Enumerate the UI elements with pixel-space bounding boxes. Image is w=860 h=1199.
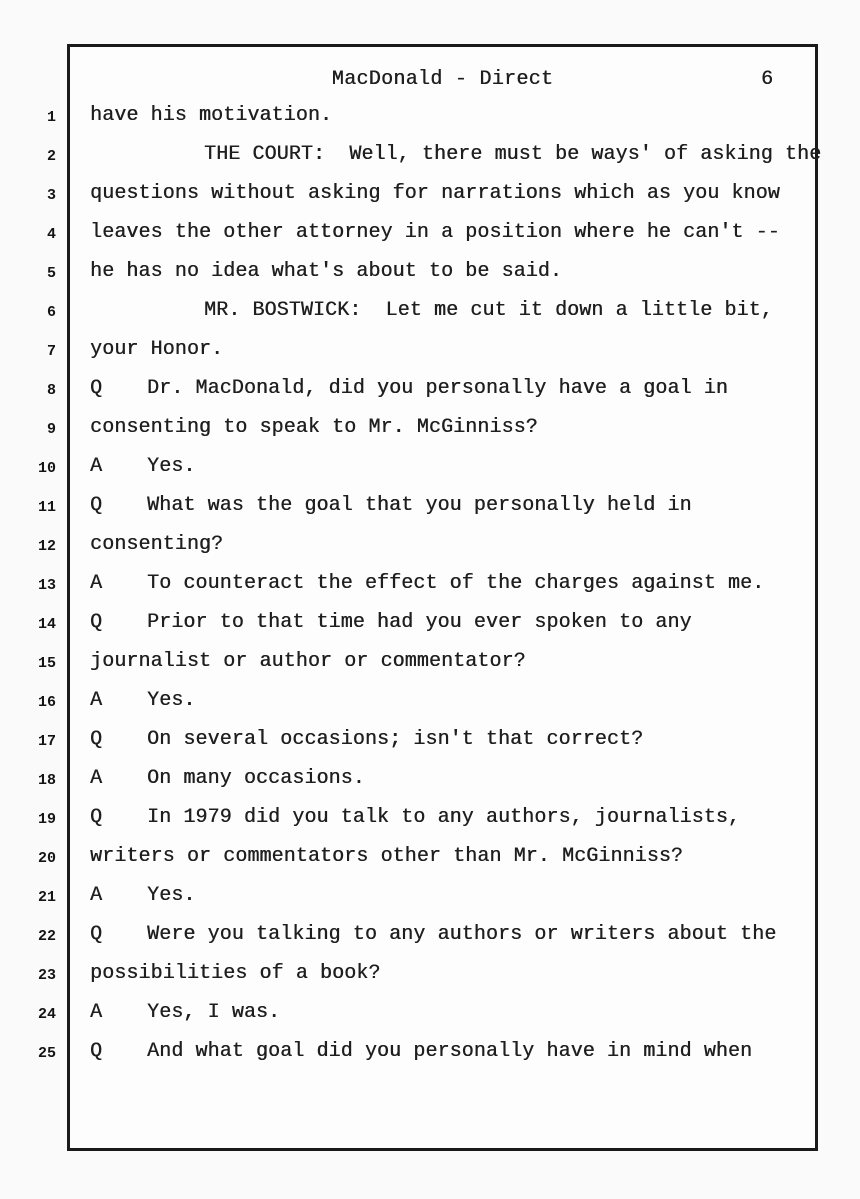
transcript-line: [37, 915, 815, 954]
line-text: have his motivation.: [90, 104, 333, 127]
qa-prefix: Q: [90, 728, 103, 751]
page-title: MacDonald - Direct: [331, 68, 554, 91]
transcript-line: [46, 135, 822, 174]
qa-prefix: A: [90, 767, 103, 790]
line-number: 17: [37, 733, 56, 750]
transcript-line: [37, 564, 815, 603]
qa-prefix: A: [90, 572, 103, 595]
line-number: 21: [37, 889, 56, 906]
qa-prefix: Q: [90, 923, 103, 946]
line-text: Yes.: [147, 689, 196, 712]
line-number: 23: [37, 967, 56, 984]
transcript-line: [37, 993, 815, 1032]
transcript-line: [46, 369, 815, 408]
transcript-line: [46, 213, 815, 252]
line-text: writers or commentators other than Mr. McGinniss?: [90, 845, 683, 868]
line-number: 20: [37, 850, 56, 867]
line-text: consenting?: [90, 533, 224, 556]
transcript-line: [37, 642, 815, 681]
line-text: MR. BOSTWICK: Let me cut it down a little bit,: [204, 299, 773, 322]
qa-prefix: Q: [90, 1040, 103, 1063]
line-text: To counteract the effect of the charges against me.: [147, 572, 765, 595]
line-text: your Honor.: [90, 338, 224, 361]
transcript-line: [46, 330, 815, 369]
transcript-line: [37, 603, 815, 642]
transcript-line: [46, 174, 815, 213]
transcript-line: [37, 954, 815, 993]
transcript-line: [37, 759, 815, 798]
qa-prefix: A: [90, 689, 103, 712]
line-text: Were you talking to any authors or writers about the: [147, 923, 777, 946]
page-header: [70, 68, 815, 98]
line-number: 22: [37, 928, 56, 945]
line-number: 2: [46, 148, 56, 165]
line-number: 9: [46, 421, 56, 438]
qa-prefix: Q: [90, 611, 103, 634]
line-number: 3: [46, 187, 56, 204]
line-text: possibilities of a book?: [90, 962, 381, 985]
transcript-line: [37, 525, 815, 564]
transcript-line: [37, 798, 815, 837]
transcript-line: [37, 720, 815, 759]
transcript-line: [37, 837, 815, 876]
transcript-line: [37, 876, 815, 915]
transcript-line: [37, 447, 815, 486]
transcript-lines: [37, 96, 822, 1071]
line-text: On many occasions.: [147, 767, 365, 790]
line-number: 1: [46, 109, 56, 126]
transcript-line: [46, 252, 815, 291]
qa-prefix: Q: [90, 494, 103, 517]
line-text: questions without asking for narrations which as you know: [90, 182, 780, 205]
qa-prefix: A: [90, 1001, 103, 1024]
line-number: 6: [46, 304, 56, 321]
transcript-line: [46, 408, 815, 447]
line-number: 11: [37, 499, 56, 516]
line-text: Prior to that time had you ever spoken to any: [147, 611, 692, 634]
line-number: 13: [37, 577, 56, 594]
qa-prefix: Q: [90, 806, 103, 829]
line-text: journalist or author or commentator?: [90, 650, 526, 673]
page-number: 6: [760, 68, 773, 91]
line-text: Dr. MacDonald, did you personally have a goal in: [147, 377, 728, 400]
transcript-line: [37, 1032, 815, 1071]
line-text: he has no idea what's about to be said.: [90, 260, 562, 283]
line-number: 7: [46, 343, 56, 360]
transcript-line: [46, 291, 815, 330]
line-text: Yes.: [147, 884, 196, 907]
transcript-line: [37, 681, 815, 720]
line-number: 24: [37, 1006, 56, 1023]
line-number: 12: [37, 538, 56, 555]
qa-prefix: Q: [90, 377, 103, 400]
transcript-line: [46, 96, 815, 135]
line-number: 8: [46, 382, 56, 399]
line-text: And what goal did you personally have in mind when: [147, 1040, 753, 1063]
line-text: consenting to speak to Mr. McGinniss?: [90, 416, 538, 439]
line-text: In 1979 did you talk to any authors, journalists,: [147, 806, 740, 829]
line-number: 16: [37, 694, 56, 711]
line-number: 15: [37, 655, 56, 672]
line-number: 19: [37, 811, 56, 828]
line-text: Yes.: [147, 455, 196, 478]
line-number: 4: [46, 226, 56, 243]
transcript-line: [37, 486, 815, 525]
line-text: leaves the other attorney in a position where he can't --: [90, 221, 780, 244]
line-number: 5: [46, 265, 56, 282]
line-number: 18: [37, 772, 56, 789]
qa-prefix: A: [90, 455, 103, 478]
line-text: On several occasions; isn't that correct?: [147, 728, 644, 751]
line-number: 10: [37, 460, 56, 477]
line-text: What was the goal that you personally held in: [147, 494, 692, 517]
line-text: THE COURT: Well, there must be ways' of asking the: [204, 143, 822, 166]
transcript-page-frame: [37, 44, 822, 1151]
line-number: 14: [37, 616, 56, 633]
line-number: 25: [37, 1045, 56, 1062]
qa-prefix: A: [90, 884, 103, 907]
line-text: Yes, I was.: [147, 1001, 281, 1024]
